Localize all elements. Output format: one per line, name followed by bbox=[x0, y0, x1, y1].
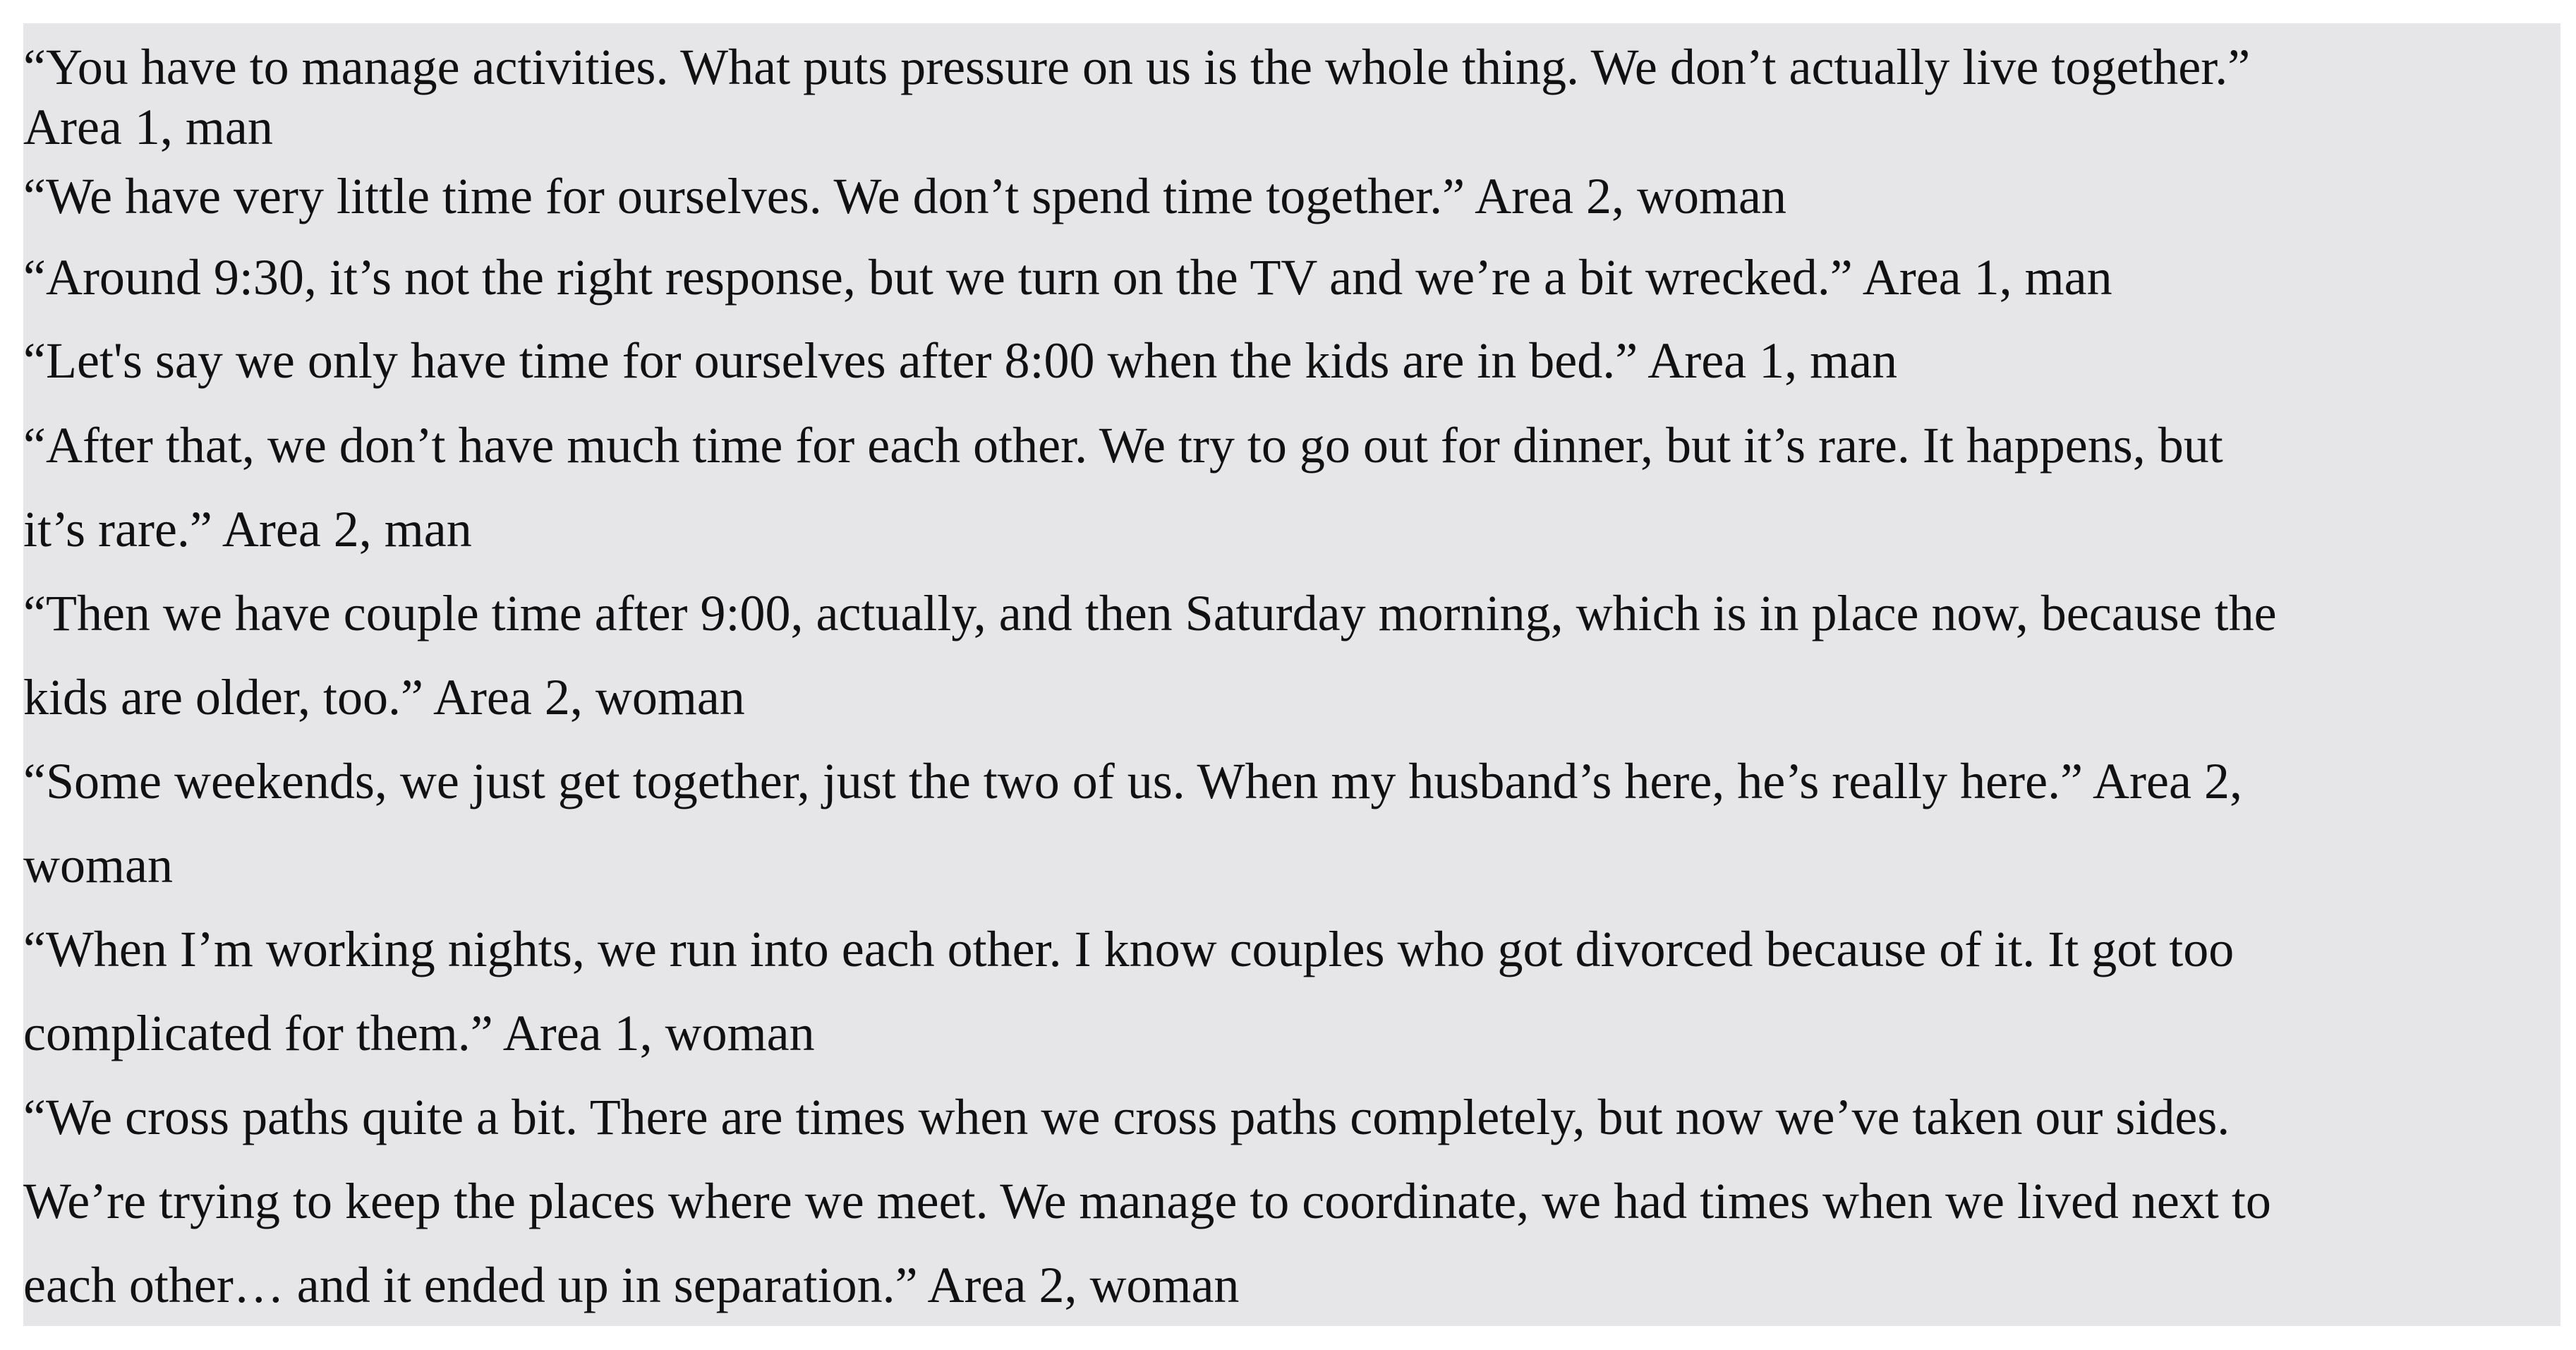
quote-2-line-1: “We have very little time for ourselves. We don’t spend time together.” Area 2, woman bbox=[23, 168, 1787, 224]
quote-5-line-2: it’s rare.” Area 2, man bbox=[23, 501, 472, 558]
quote-7-line-2: woman bbox=[23, 837, 173, 893]
quote-4-line-1: “Let's say we only have time for ourselves after 8:00 when the kids are in bed.” Area 1, man bbox=[23, 332, 1898, 389]
quote-9-line-3: each other… and it ended up in separation.” Area 2, woman bbox=[23, 1257, 1240, 1313]
quote-9-line-1: “We cross paths quite a bit. There are times when we cross paths completely, but now we’ve taken our sides. bbox=[23, 1089, 2230, 1145]
quote-5-line-1: “After that, we don’t have much time for each other. We try to go out for dinner, but it’s rare. It happens, but bbox=[23, 417, 2223, 474]
quote-8-line-2: complicated for them.” Area 1, woman bbox=[23, 1005, 815, 1061]
quote-6-line-1: “Then we have couple time after 9:00, actually, and then Saturday morning, which is in place now, because the bbox=[23, 585, 2277, 641]
quote-7-line-1: “Some weekends, we just get together, just the two of us. When my husband’s here, he’s really here.” Area 2, bbox=[23, 753, 2242, 809]
quote-9-line-2: We’re trying to keep the places where we meet. We manage to coordinate, we had times when we lived next to bbox=[23, 1173, 2271, 1229]
quote-1-line-2: Area 1, man bbox=[23, 99, 273, 155]
quote-1-line-1: “You have to manage activities. What puts pressure on us is the whole thing. We don’t actually live together.” bbox=[23, 39, 2251, 95]
quotes-panel bbox=[23, 23, 2560, 1326]
quote-8-line-1: “When I’m working nights, we run into each other. I know couples who got divorced because of it. It got too bbox=[23, 921, 2235, 977]
quote-6-line-2: kids are older, too.” Area 2, woman bbox=[23, 669, 745, 725]
quote-3-line-1: “Around 9:30, it’s not the right response, but we turn on the TV and we’re a bit wrecked.” Area 1, man bbox=[23, 249, 2112, 306]
